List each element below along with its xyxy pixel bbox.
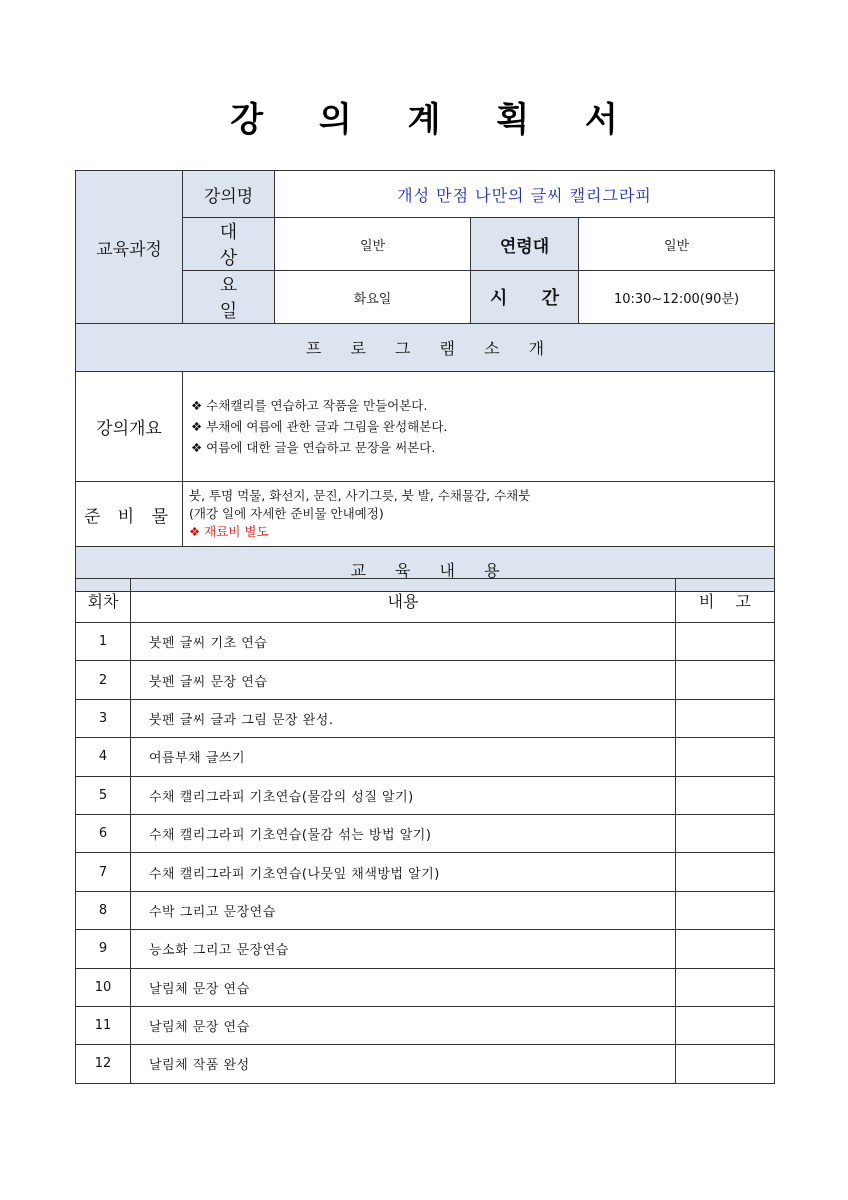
table-row	[76, 1006, 775, 1044]
session-number: 10	[76, 968, 131, 1006]
session-note	[676, 853, 775, 891]
overview-item: ❖ 수채캘리를 연습하고 작품을 만들어본다.	[191, 398, 428, 413]
session-note	[676, 1045, 775, 1083]
table-row	[76, 699, 775, 737]
day-label: 요 일	[183, 271, 275, 324]
lecture-name-label: 강의명	[183, 171, 275, 218]
session-note	[676, 930, 775, 968]
table-row	[76, 814, 775, 852]
table-row	[76, 738, 775, 776]
session-number: 3	[76, 699, 131, 737]
session-note	[676, 661, 775, 699]
overview-label: 강의개요	[76, 372, 183, 482]
prep-list	[183, 482, 775, 547]
content-col-header: 내용	[131, 579, 676, 623]
table-row	[76, 1045, 775, 1083]
info-table	[75, 170, 775, 592]
session-col-header: 회차	[76, 579, 131, 623]
session-number: 4	[76, 738, 131, 776]
session-number: 11	[76, 1006, 131, 1044]
note-col-header: 비 고	[676, 579, 775, 623]
session-note	[676, 699, 775, 737]
session-number: 12	[76, 1045, 131, 1083]
page-title: 강 의 계 획 서	[230, 100, 640, 140]
prep-note: ❖ 재료비 별도	[189, 524, 269, 539]
session-content: 능소화 그리고 문장연습	[131, 930, 676, 968]
age-value: 일반	[579, 218, 775, 271]
target-label: 대 상	[183, 218, 275, 271]
overview-list	[183, 372, 775, 482]
session-note	[676, 738, 775, 776]
session-content: 날림체 문장 연습	[131, 968, 676, 1006]
day-value: 화요일	[275, 271, 471, 324]
session-content: 붓펜 글씨 문장 연습	[131, 661, 676, 699]
prep-line: (개강 일에 자세한 준비물 안내예정)	[189, 506, 384, 521]
session-content: 수채 캘리그라피 기초연습(물감의 성질 알기)	[131, 776, 676, 814]
session-note	[676, 968, 775, 1006]
session-content: 날림체 문장 연습	[131, 1006, 676, 1044]
session-note	[676, 891, 775, 929]
session-note	[676, 1006, 775, 1044]
session-content: 수채 캘리그라피 기초연습(물감 섞는 방법 알기)	[131, 814, 676, 852]
session-content: 붓펜 글씨 기초 연습	[131, 623, 676, 661]
session-number: 9	[76, 930, 131, 968]
prep-line: 붓, 투명 먹물, 화선지, 문진, 사기그릇, 붓 발, 수채물감, 수채붓	[189, 488, 531, 503]
table-row	[76, 930, 775, 968]
session-content: 수박 그리고 문장연습	[131, 891, 676, 929]
table-row	[76, 853, 775, 891]
overview-item: ❖ 여름에 대한 글을 연습하고 문장을 써본다.	[191, 440, 436, 455]
table-row	[76, 891, 775, 929]
table-row	[76, 776, 775, 814]
session-note	[676, 814, 775, 852]
time-label: 시 간	[471, 271, 579, 324]
curriculum-table	[75, 578, 775, 1084]
session-content: 여름부채 글쓰기	[131, 738, 676, 776]
time-value: 10:30~12:00(90분)	[579, 271, 775, 324]
table-row	[76, 968, 775, 1006]
table-row	[76, 623, 775, 661]
program-heading: 프 로 그 램 소 개	[76, 324, 775, 372]
table-row	[76, 661, 775, 699]
target-value: 일반	[275, 218, 471, 271]
session-number: 2	[76, 661, 131, 699]
overview-item: ❖ 부채에 여름에 관한 글과 그림을 완성해본다.	[191, 419, 448, 434]
session-content: 붓펜 글씨 글과 그림 문장 완성.	[131, 699, 676, 737]
session-note	[676, 623, 775, 661]
session-note	[676, 776, 775, 814]
session-number: 8	[76, 891, 131, 929]
session-content: 날림체 작품 완성	[131, 1045, 676, 1083]
session-number: 1	[76, 623, 131, 661]
age-label: 연령대	[471, 218, 579, 271]
session-number: 6	[76, 814, 131, 852]
session-content: 수채 캘리그라피 기초연습(나뭇잎 채색방법 알기)	[131, 853, 676, 891]
lecture-name: 개성 만점 나만의 글씨 캘리그라피	[275, 171, 775, 218]
content-heading: 교 육 내 용	[76, 547, 775, 592]
session-number: 7	[76, 853, 131, 891]
session-number: 5	[76, 776, 131, 814]
course-group-label: 교육과정	[76, 171, 183, 324]
prep-label: 준 비 물	[76, 482, 183, 547]
